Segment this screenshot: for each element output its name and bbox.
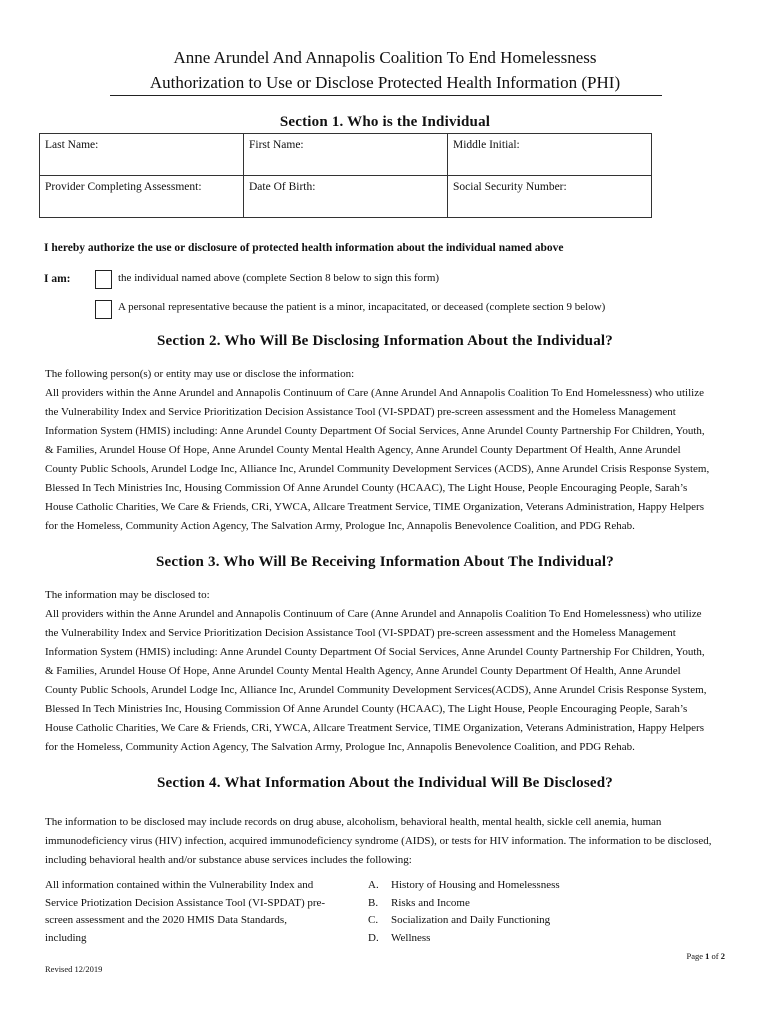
list-text: Risks and Income [391,896,470,909]
provider-field[interactable] [40,176,244,218]
last-name-field[interactable] [40,134,244,176]
section4-line: The information to be disclosed may include records on drug abuse, alcoholism, behavioral health, mental health, sickle cell anemia, human [45,816,662,828]
form-title-line1: Anne Arundel And Annapolis Coalition To End Homelessness [173,48,597,67]
list-item [368,930,668,948]
section2-line: Information System (HMIS) including: Anne Arundel County Department Of Social Services, Anne Arundel County Partnership For Children, Youth, [45,425,705,437]
middle-initial-field[interactable] [448,134,652,176]
section4-left-column [45,877,345,947]
middle-initial-label: Middle Initial: [453,139,520,151]
section2-line: All providers within the Anne Arundel and Annapolis Continuum of Care (Anne Arundel And Annapolis Coalition To End Homelessness) who utilize [45,387,704,399]
section2-line: Blessed In Tech Ministries Inc, Housing Commission Of Anne Arundel County (HCAAC), The Light House, People Encouraging People, Sarah’s [45,482,688,494]
section3-line: House Catholic Charities, We Care & Friends, CRi, YWCA, Allcare Treatment Service, TIME Organization, Veterans Administration, Happy Helpers [45,722,704,734]
section3-line: County Public Schools, Arundel Lodge Inc, Alliance Inc, Arundel Community Development Services(ACDS), Anne Arundel Crisis Response System, [45,684,707,696]
section4-left-line: including [45,931,87,944]
section3-body [45,586,735,757]
section3-line: for the Homeless, Community Action Agency, The Salvation Army, Prologue Inc, Annapolis Benevolence Coalition, and PDG Rehab. [45,741,635,753]
section3-line: All providers within the Anne Arundel and Annapolis Continuum of Care (Anne Arundel and Annapolis Coalition To End Homelessness) who utilize [45,608,702,620]
individual-option-label: the individual named above (complete Section 8 below to sign this form) [118,272,440,284]
form-title-line2: Authorization to Use or Disclose Protected Health Information (PHI) [149,73,621,92]
list-letter: D. [368,931,379,944]
section4-line: including behavioral health and/or substance abuse services includes the following: [45,854,412,866]
first-name-label: First Name: [249,139,304,151]
section2-line: County Public Schools, Arundel Lodge Inc, Alliance Inc, Arundel Community Development Services (ACDS), Anne Arundel Crisis Response System, [45,463,710,475]
section4-left-line: screen assessment and the 2020 HMIS Data Standards, [45,914,287,926]
list-letter: A. [368,879,379,891]
list-item [368,895,668,913]
section2-line: House Catholic Charities, We Care & Friends, CRi, YWCA, Allcare Treatment Service, TIME Organization, Veterans Administration, Happy Helpers [45,501,704,513]
section2-line: for the Homeless, Community Action Agency, The Salvation Army, Prologue Inc, Annapolis Benevolence Coalition, and PDG Rehab. [45,520,635,532]
individual-info-table [39,133,652,218]
representative-option-label: A personal representative because the patient is a minor, incapacitated, or deceased (complete section 9 below) [118,301,606,313]
section4-body [45,813,735,870]
list-letter: B. [368,896,379,909]
first-name-field[interactable] [244,134,448,176]
section2-body [45,365,735,536]
representative-checkbox[interactable] [95,300,112,319]
provider-label: Provider Completing Assessment: [45,181,202,193]
section3-line: & Families, Arundel House Of Hope, Anne Arundel County Mental Health Agency, Anne Arundel County Department Of Health, Anne Arundel [45,665,681,677]
section2-heading: Section 2. Who Will Be Disclosing Information About the Individual? [157,333,613,349]
authorization-statement: I hereby authorize the use or disclosure of protected health information about the individual named above [44,242,564,254]
page-total: 2 [720,951,725,961]
section3-line: Blessed In Tech Ministries Inc, Housing Commission Of Anne Arundel County (HCAAC), The Light House, People Encouraging People, Sarah’s [45,703,688,715]
section3-line: Information System (HMIS) including: Anne Arundel County Department Of Social Services, Anne Arundel County Partnership For Children, Youth, [45,646,705,658]
last-name-label: Last Name: [45,139,99,151]
ssn-field[interactable] [448,176,652,218]
page-of: of [711,951,719,961]
list-item [368,912,668,930]
section4-info-list [368,877,668,947]
list-text: Socialization and Daily Functioning [391,914,551,926]
revised-date: Revised 12/2019 [45,964,103,974]
section2-line: the Vulnerability Index and Service Prioritization Decision Assistance Tool (VI-SPDAT) pre-screen assessment and the Homeless Management [45,406,676,418]
page-current: 1 [705,951,710,961]
list-letter: C. [368,914,379,926]
section4-left-line: Service Priotization Decision Assistance Tool (VI-SPDAT) pre- [45,896,326,909]
list-text: Wellness [391,931,431,944]
ssn-label: Social Security Number: [453,181,567,193]
page-number [687,951,726,961]
section3-heading: Section 3. Who Will Be Receiving Information About The Individual? [156,554,614,570]
individual-checkbox[interactable] [95,270,112,289]
i-am-label: I am: [44,273,71,285]
title-divider [110,95,662,96]
dob-field[interactable] [244,176,448,218]
list-item [368,877,668,895]
section4-left-line: All information contained within the Vulnerability Index and [45,879,314,891]
section1-heading: Section 1. Who is the Individual [279,114,491,130]
section3-line: the Vulnerability Index and Service Prioritization Decision Assistance Tool (VI-SPDAT) pre-screen assessment and the Homeless Management [45,627,676,639]
section2-line: & Families, Arundel House Of Hope, Anne Arundel County Mental Health Agency, Anne Arundel County Department Of Health, Anne Arundel [45,444,681,456]
list-text: History of Housing and Homelessness [391,879,560,891]
dob-label: Date Of Birth: [249,181,316,193]
page-prefix: Page [686,951,704,961]
section3-intro: The information may be disclosed to: [45,589,210,601]
section4-line: immunodeficiency virus (HIV) infection, acquired immunodeficiency syndrome (AIDS), or tests for HIV information. The information to be disclosed, [45,835,712,847]
section4-heading: Section 4. What Information About the Individual Will Be Disclosed? [157,775,613,791]
section2-intro: The following person(s) or entity may use or disclose the information: [45,368,355,380]
